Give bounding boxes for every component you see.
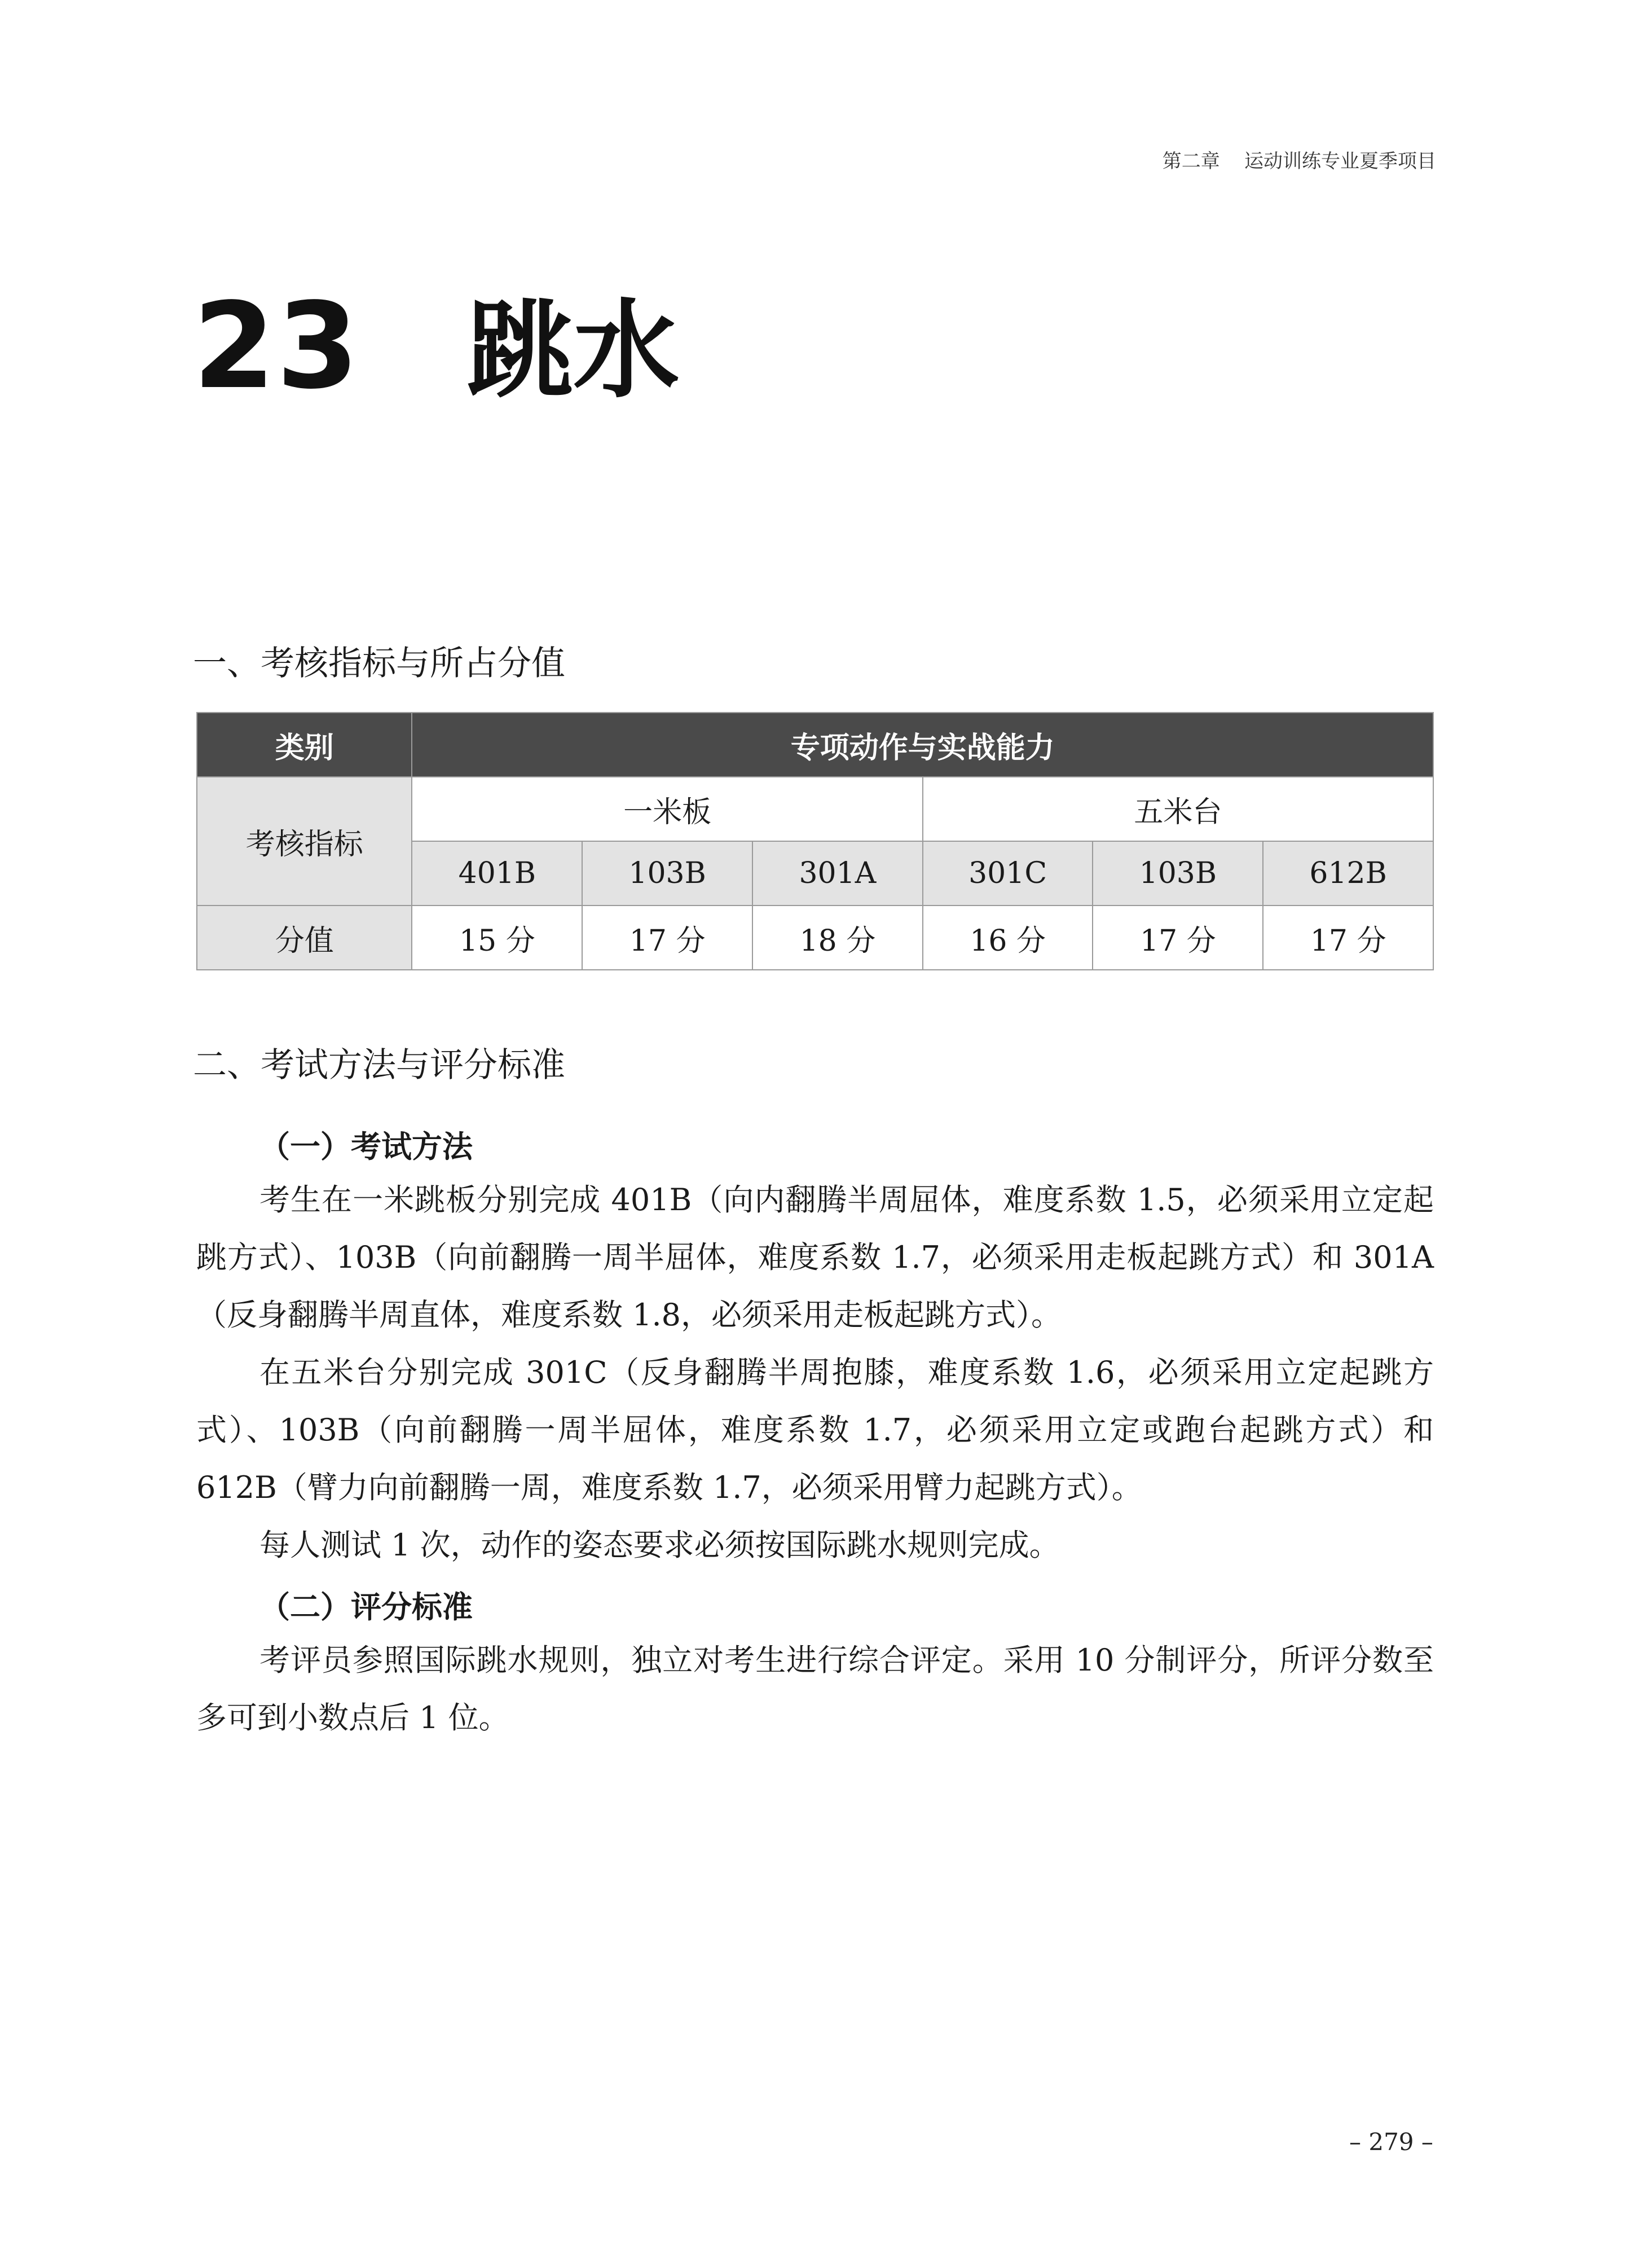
score-value: 18 分 xyxy=(752,906,923,970)
score-value: 17 分 xyxy=(1263,906,1433,970)
score-table xyxy=(196,712,1434,970)
category-label: 类别 xyxy=(197,713,412,777)
dive-code: 612B xyxy=(1263,841,1433,906)
paragraph-scoring: 考评员参照国际跳水规则，独立对考生进行综合评定。采用 10 分制评分，所评分数至多可到小数点后 1 位。 xyxy=(196,1642,1434,1735)
dive-code: 401B xyxy=(412,841,582,906)
table-row-scores xyxy=(197,906,1433,970)
page-number: – 279 – xyxy=(1349,2128,1433,2156)
section-heading-methods: 二、考试方法与评分标准 xyxy=(193,1045,565,1085)
category-value: 专项动作与实战能力 xyxy=(412,713,1433,777)
group-five-meter: 五米台 xyxy=(923,777,1433,841)
paragraph-attempts: 每人测试 1 次，动作的姿态要求必须按国际跳水规则完成。 xyxy=(259,1527,1060,1563)
indicator-label: 考核指标 xyxy=(197,777,412,906)
table-header-row xyxy=(197,713,1433,777)
score-value: 17 分 xyxy=(582,906,752,970)
score-label: 分值 xyxy=(197,906,412,970)
score-value: 17 分 xyxy=(1093,906,1263,970)
dive-code: 301A xyxy=(752,841,923,906)
chapter-title xyxy=(193,265,679,417)
group-one-meter: 一米板 xyxy=(412,777,922,841)
score-value: 16 分 xyxy=(923,906,1093,970)
paragraph-five-meter: 在五米台分别完成 301C（反身翻腾半周抱膝，难度系数 1.6，必须采用立定起跳方式）、103B（向前翻腾一周半屈体，难度系数 1.7，必须采用立定或跑台起跳方式）和 612B（臂力向前翻腾一周，难度系数 1.7，必须采用臂力起跳方式）。 xyxy=(196,1355,1434,1505)
chapter-name: 跳水 xyxy=(467,289,680,412)
section-heading-indicators: 一、考核指标与所占分值 xyxy=(193,644,565,683)
dive-code: 103B xyxy=(582,841,752,906)
table-row-groups xyxy=(197,777,1433,841)
dive-code: 301C xyxy=(923,841,1093,906)
paragraph-one-meter: 考生在一米跳板分别完成 401B（向内翻腾半周屈体，难度系数 1.5，必须采用立定起跳方式）、103B（向前翻腾一周半屈体，难度系数 1.7，必须采用走板起跳方式）和 301A（反身翻腾半周直体，难度系数 1.8，必须采用走板起跳方式）。 xyxy=(196,1182,1434,1333)
subsection-scoring-heading: （二）评分标准 xyxy=(259,1589,473,1625)
score-value: 15 分 xyxy=(412,906,582,970)
dive-code: 103B xyxy=(1093,841,1263,906)
running-head: 第二章 运动训练专业夏季项目 xyxy=(1162,150,1436,173)
chapter-number: 23 xyxy=(193,277,360,415)
subsection-method-heading: （一）考试方法 xyxy=(259,1129,473,1164)
